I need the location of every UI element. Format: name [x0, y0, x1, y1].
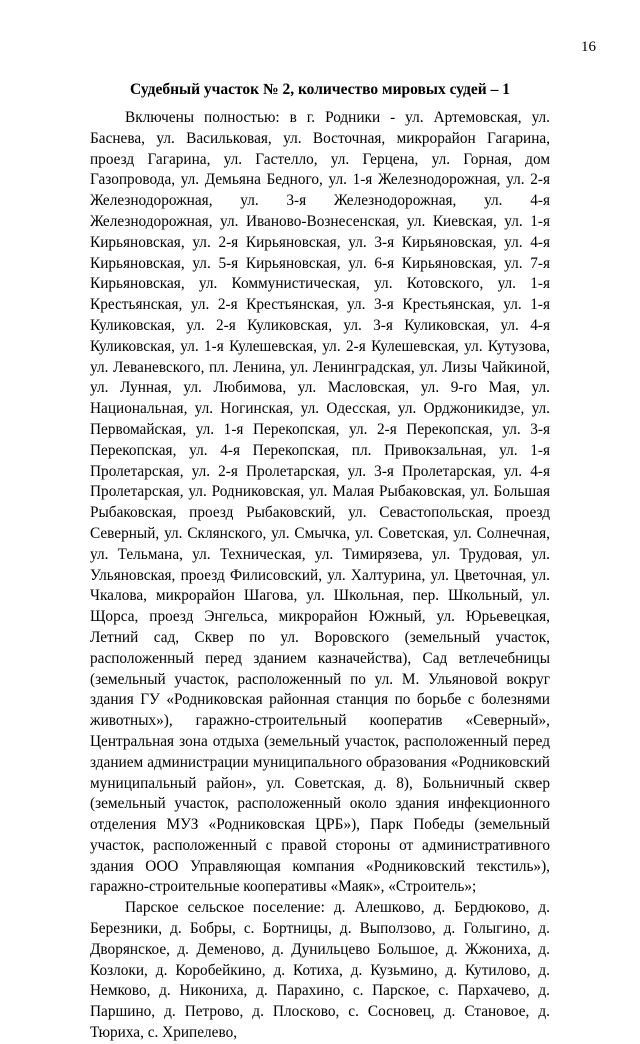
section-heading: Судебный участок № 2, количество мировых судей – 1	[130, 81, 510, 98]
paragraph-city-streets: Включены полностью: в г. Родники - ул. Артемовская, ул. Баснева, ул. Васильковая, ул. Восточная, микрорайон Гагарина, проезд Гагарина, ул. Гастелло, ул. Герцена, ул. Горная, дом Газопровода, ул. Демьяна Бедного, ул. 1-я Железнодорожная, ул. 2-я Железнодорожная, ул. 3-я Железнодорожная, ул. 4-я Железнодорожная, ул. Иваново-Вознесенская, ул. Киевская, ул. 1-я Кирьяновская, ул. 2-я Кирьяновская, ул. 3-я Кирьяновская, ул. 4-я Кирьяновская, ул. 5-я Кирьяновская, ул. 6-я Кирьяновская, ул. 7-я Кирьяновская, ул. Коммунистическая, ул. Котовского, ул. 1-я Крестьянская, ул. 2-я Крестьянская, ул. 3-я Крестьянская, ул. 1-я Куликовская, ул. 2-я Куликовская, ул. 3-я Куликовская, ул. 4-я Куликовская, ул. 1-я Кулешевская, ул. 2-я Кулешевская, ул. Кутузова, ул. Леваневского, пл. Ленина, ул. Ленинградская, ул. Лизы Чайкиной, ул. Лунная, ул. Любимова, ул. Масловская, ул. 9-го Мая, ул. Национальная, ул. Ногинская, ул. Одесская, ул. Орджоникидзе, ул. Первомайская, ул. 1-я Перекопская, ул. 2-я Перекопская, ул. 3-я Перекопская, ул. 4-я Перекопская, пл. Привокзальная, ул. 1-я Пролетарская, ул. 2-я Пролетарская, ул. 3-я Пролетарская, ул. 4-я Пролетарская, ул. Родниковская, ул. Малая Рыбаковская, ул. Большая Рыбаковская, проезд Рыбаковский, ул. Севастопольская, проезд Северный, ул. Склянского, ул. Смычка, ул. Советская, ул. Солнечная, ул. Тельмана, ул. Техническая, ул. Тимирязева, ул. Трудовая, ул. Ульяновская, проезд Филисовский, ул. Халтурина, ул. Цветочная, ул. Чкалова, микрорайон Шагова, ул. Школьная, пер. Школьный, ул. Щорса, проезд Энгельса, микрорайон Южный, ул. Юрьевецкая, Летний сад, Сквер по ул. Воровского (земельный участок, расположенный перед зданием казначейства), Сад ветлечебницы (земельный участок, расположенный по ул. М. Ульяновой вокруг здания ГУ «Родниковская районная станция по борьбе с болезнями животных»), гаражно-строительный кооператив «Северный», Центральная зона отдыха (земельный участок, расположенный перед зданием администрации муниципального образования «Родниковский муниципальный район», ул. Советская, д. 8), Больничный сквер (земельный участок, расположенный около здания инфекционного отделения МУЗ «Родниковская ЦРБ»), Парк Победы (земельный участок, расположенный с правой стороны от административного здания ООО Управляющая компания «Родниковский текстиль»), гаражно-строительные кооперативы «Маяк», «Строитель»;	[90, 109, 550, 896]
body-text	[90, 108, 550, 1044]
paragraph-parskoe-settlement: Парское сельское поселение: д. Алешково, д. Бердюково, д. Березники, д. Бобры, с. Бортницы, д. Выползово, д. Голыгино, д. Дворянское, д. Деменово, д. Дунильцево Большое, д. Жжониха, д. Козлоки, д. Коробейкино, д. Котиха, д. Кузьмино, д. Кутилово, д. Немково, д. Никониха, д. Парахино, с. Парское, с. Пархачево, д. Паршино, д. Петрово, д. Плосково, с. Сосновец, д. Становое, д. Тюриха, с. Хрипелево,	[90, 899, 550, 1042]
page-number: 16	[581, 39, 596, 55]
